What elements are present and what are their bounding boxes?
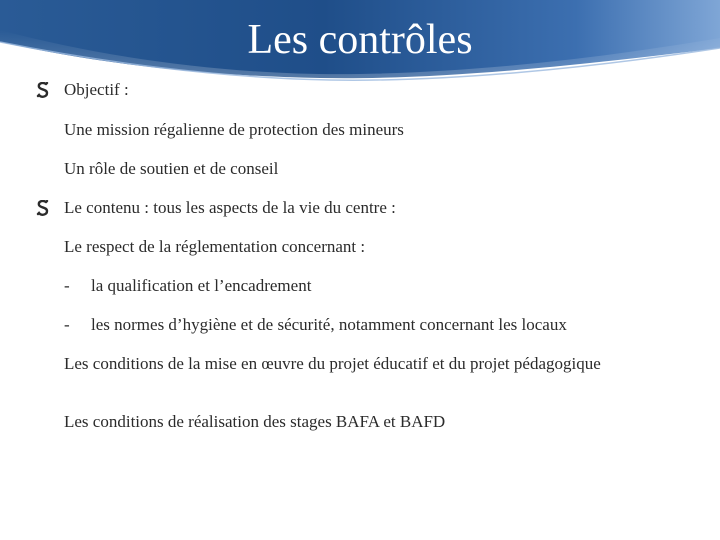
paragraph-text: Une mission régalienne de protection des mineurs (64, 120, 404, 139)
dash-item (64, 315, 704, 335)
paragraph-text: Le respect de la réglementation concernant : (64, 237, 366, 256)
dash-text: la qualification et l’encadrement (91, 276, 312, 295)
slide-title: Les contrôles (247, 17, 473, 63)
dash-item (64, 276, 704, 296)
paragraph (64, 159, 278, 179)
paragraph (64, 120, 404, 140)
paragraph (64, 412, 445, 432)
s-bullet-icon (36, 82, 50, 98)
bullet-text: Le contenu : tous les aspects de la vie du centre : (64, 198, 396, 217)
bullet-item (64, 198, 396, 218)
dash-marker: - (64, 276, 70, 295)
paragraph (64, 237, 365, 257)
dash-marker: - (64, 315, 70, 334)
s-bullet-icon (36, 200, 50, 216)
paragraph (64, 354, 631, 374)
paragraph-text: Un rôle de soutien et de conseil (64, 159, 279, 178)
paragraph-text: Les conditions de réalisation des stages BAFA et BAFD (64, 412, 446, 431)
paragraph-text: Les conditions de la mise en œuvre du projet éducatif et du projet pédagogique (64, 354, 601, 373)
dash-text: les normes d’hygiène et de sécurité, notamment concernant les locaux (91, 315, 567, 334)
bullet-text: Objectif : (64, 80, 129, 99)
bullet-item (64, 80, 129, 100)
